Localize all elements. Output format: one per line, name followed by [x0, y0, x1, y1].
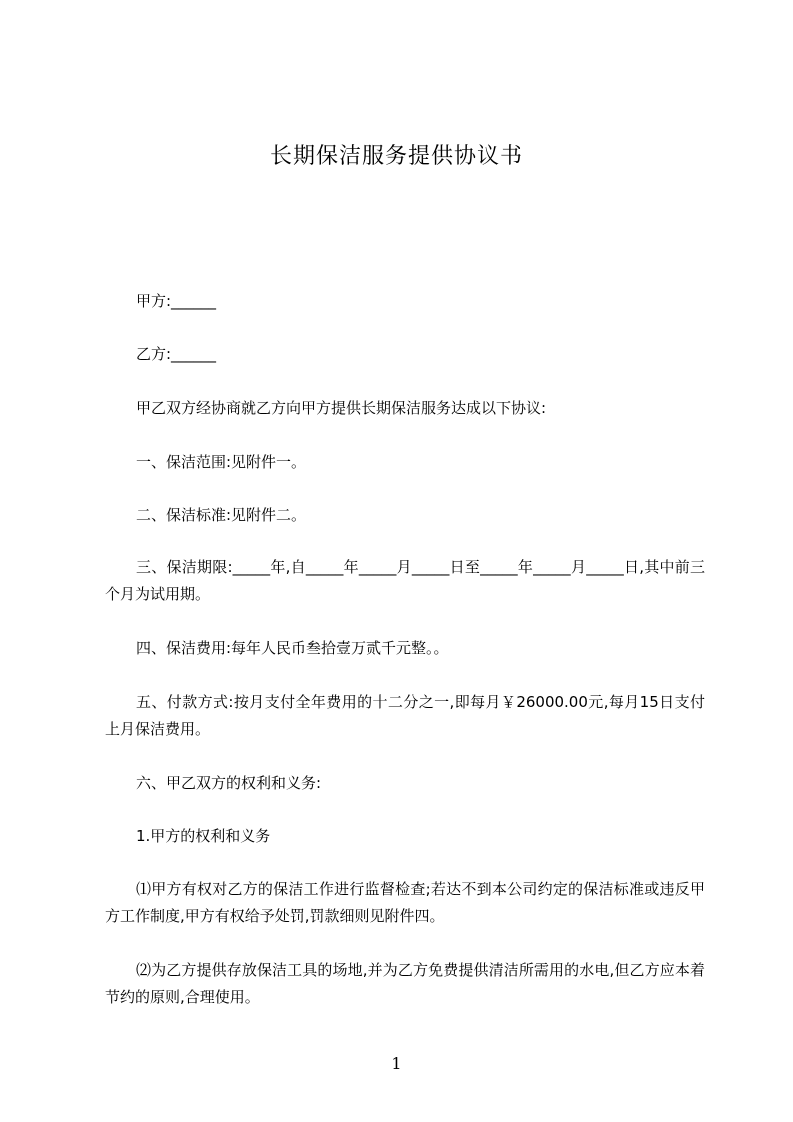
clause-payment: 五、付款方式:按月支付全年费用的十二分之一,即每月￥26000.00元,每月15日支付上月保洁费用。 — [105, 693, 705, 738]
party-a-right-2: ⑵为乙方提供存放保洁工具的场地,并为乙方免费提供清洁所需用的水电,但乙方应本着节约的原则,合理使用。 — [105, 961, 705, 1006]
party-a-line: 甲方:______ — [136, 292, 217, 310]
clause-rights-obligations: 六、甲乙双方的权利和义务: — [136, 774, 322, 792]
intro-paragraph: 甲乙双方经协商就乙方向甲方提供长期保洁服务达成以下协议: — [136, 399, 547, 417]
clause-term: 三、保洁期限:_____年,自_____年_____月_____日至_____年_____月_____日,其中前三个月为试用期。 — [105, 558, 705, 603]
document-title: 长期保洁服务提供协议书 — [269, 144, 523, 169]
party-a-right-1: ⑴甲方有权对乙方的保洁工作进行监督检查;若达不到本公司约定的保洁标准或违反甲方工作制度,甲方有权给予处罚,罚款细则见附件四。 — [105, 880, 705, 925]
party-a-rights-heading: 1.甲方的权利和义务 — [136, 827, 271, 845]
clause-fee: 四、保洁费用:每年人民币叁拾壹万贰千元整。。 — [136, 639, 449, 657]
clause-standard: 二、保洁标准:见附件二。 — [136, 506, 307, 524]
page-number: 1 — [391, 1054, 402, 1073]
party-b-line: 乙方:______ — [136, 345, 217, 363]
clause-scope: 一、保洁范围:见附件一。 — [136, 453, 307, 471]
